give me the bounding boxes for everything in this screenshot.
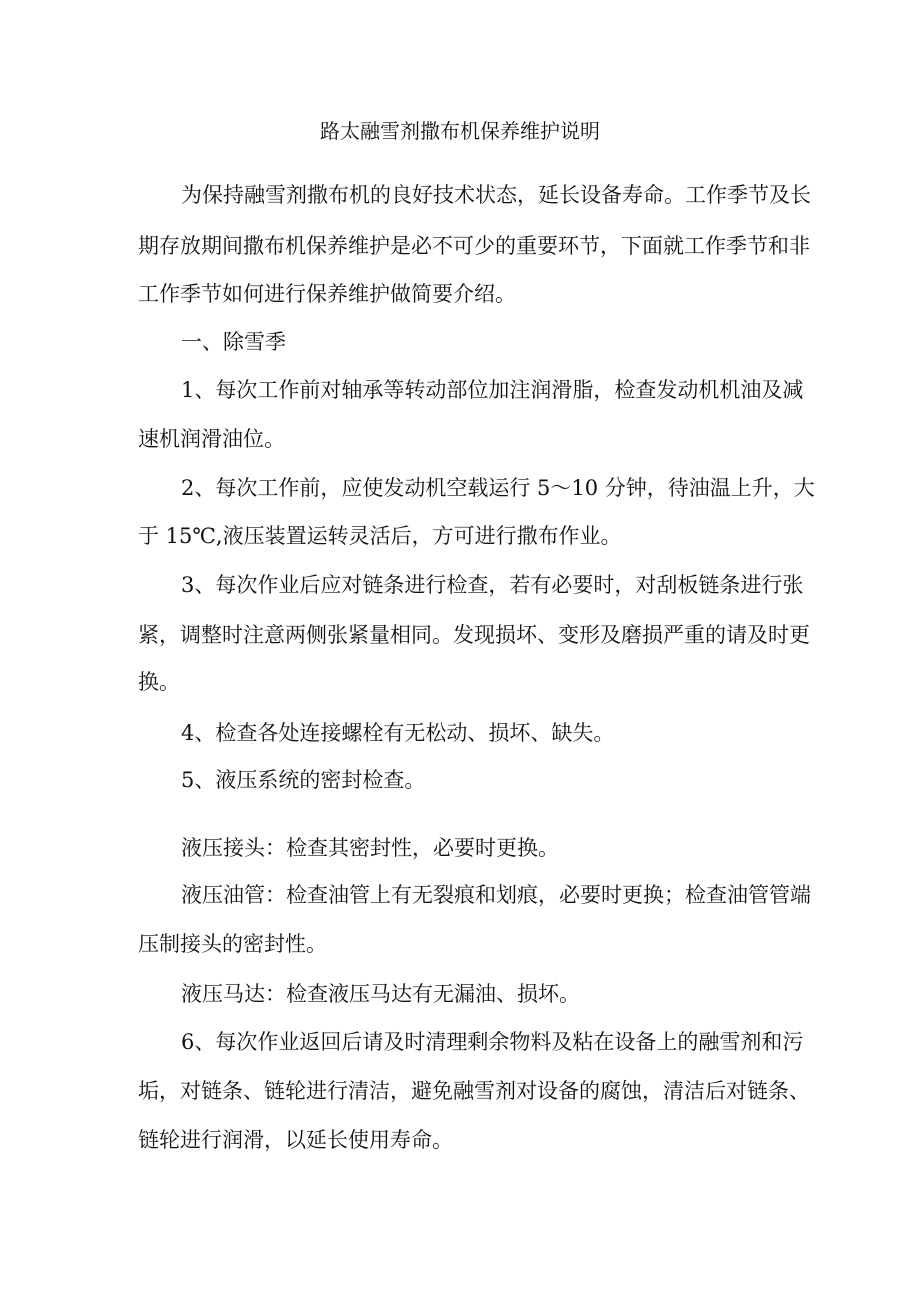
hydraulic-joint-text: 液压接头：检查其密封性，必要时更换。	[181, 836, 559, 860]
intro-line-2: 期存放期间撒布机保养维护是必不可少的重要环节，下面就工作季节和非	[138, 234, 810, 258]
hydraulic-hose-line-1: 液压油管：检查油管上有无裂痕和划痕，必要时更换；检查油管管端	[181, 883, 811, 907]
item-3-line-3: 换。	[138, 670, 180, 694]
item-5: 5、液压系统的密封检查。	[181, 768, 426, 792]
item-4: 4、检查各处连接螺栓有无松动、损坏、缺失。	[181, 721, 615, 745]
document-title: 路太融雪剂撒布机保养维护说明	[320, 119, 600, 143]
item-6-line-3: 链轮进行润滑，以延长使用寿命。	[138, 1128, 453, 1152]
hydraulic-motor-text: 液压马达：检查液压马达有无漏油、损坏。	[181, 982, 580, 1006]
intro-line-1: 为保持融雪剂撒布机的良好技术状态，延长设备寿命。工作季节及长	[181, 183, 811, 207]
item-2-line-1: 2、每次工作前，应使发动机空载运行 5～10 分钟，待油温上升，大	[181, 476, 815, 500]
item-2-line-2: 于 15℃,液压装置运转灵活后，方可进行撒布作业。	[138, 524, 622, 548]
section-heading: 一、除雪季	[181, 330, 286, 354]
item-1-line-2: 速机润滑油位。	[138, 427, 285, 451]
item-3-line-1: 3、每次作业后应对链条进行检查，若有必要时，对刮板链条进行张	[181, 573, 804, 597]
intro-line-3: 工作季节如何进行保养维护做简要介绍。	[138, 282, 516, 306]
item-1-line-1: 1、每次工作前对轴承等转动部位加注润滑脂，检查发动机机油及减	[181, 378, 804, 402]
item-6-line-2: 垢，对链条、链轮进行清洁，避免融雪剂对设备的腐蚀，清洁后对链条、	[138, 1079, 810, 1103]
hydraulic-hose-line-2: 压制接头的密封性。	[138, 932, 327, 956]
item-3-line-2: 紧，调整时注意两侧张紧量相同。发现损坏、变形及磨损严重的请及时更	[138, 623, 810, 647]
item-6-line-1: 6、每次作业返回后请及时清理剩余物料及粘在设备上的融雪剂和污	[181, 1030, 804, 1054]
